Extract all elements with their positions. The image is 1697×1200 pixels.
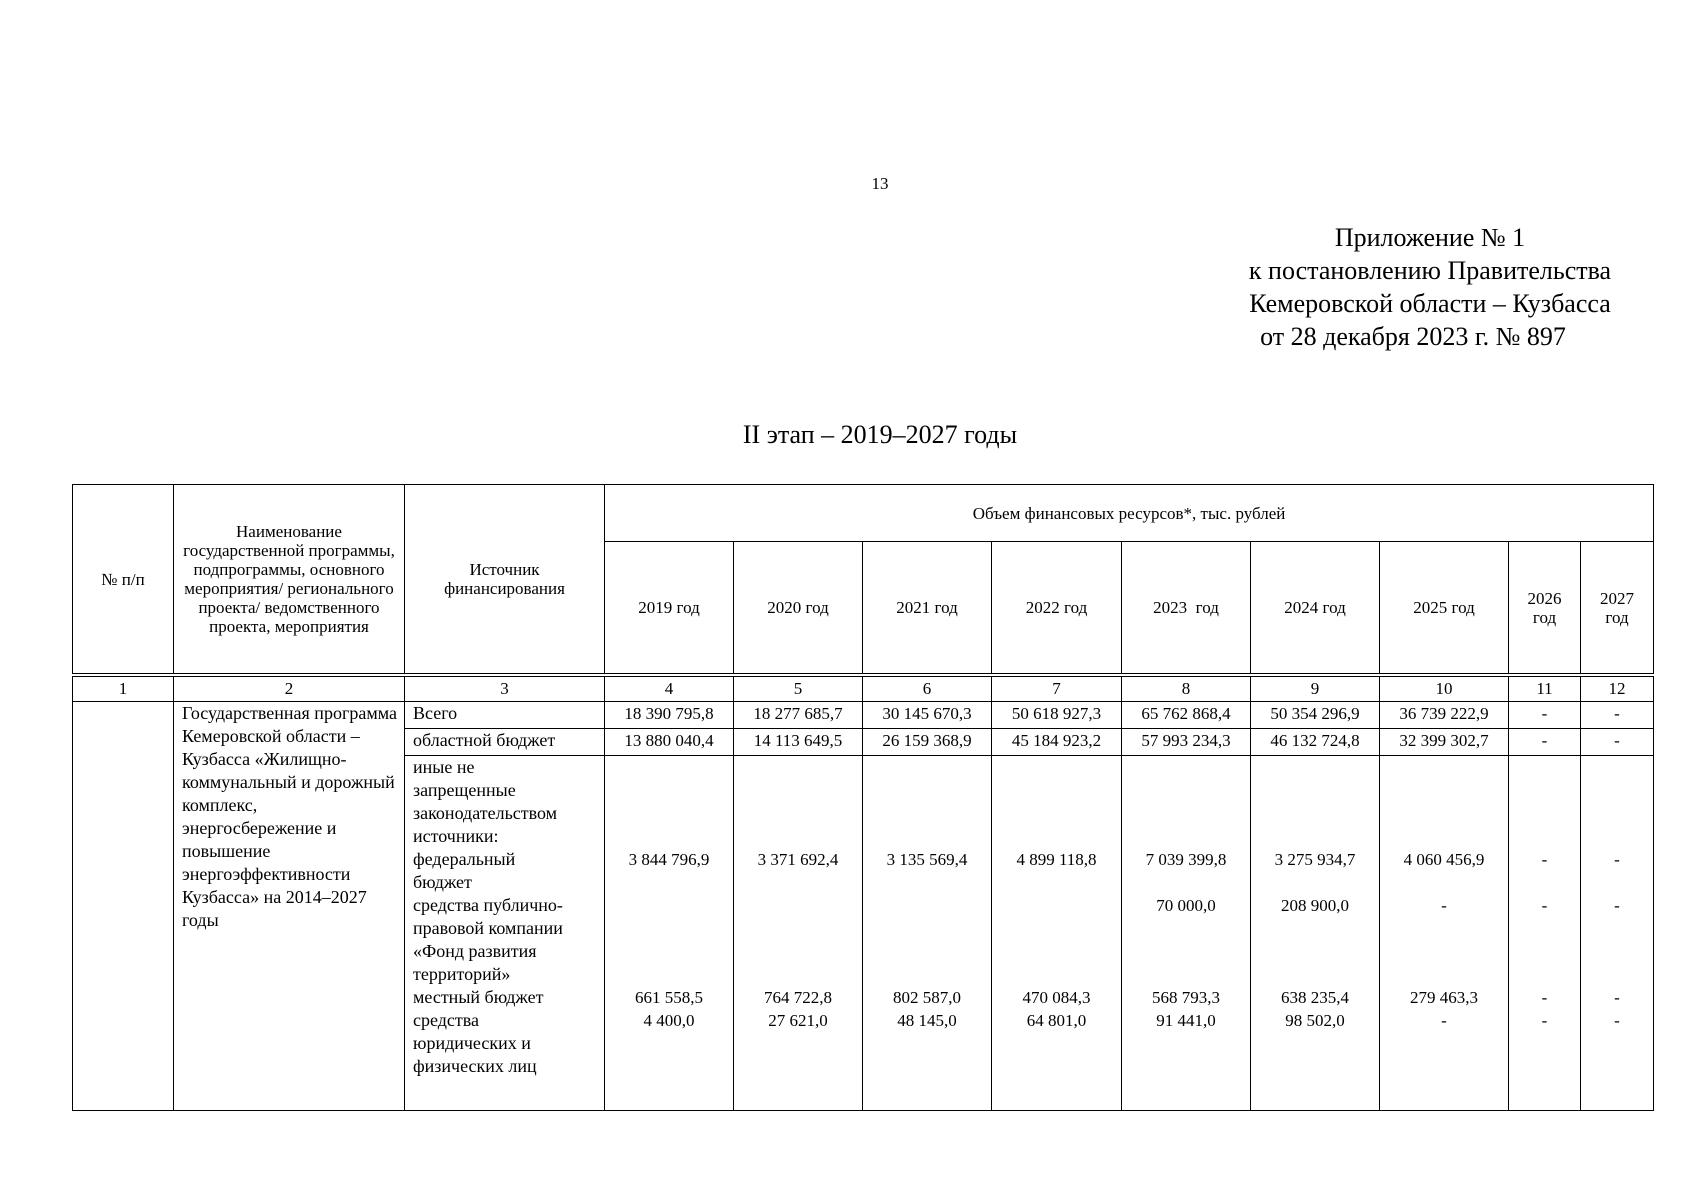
column-number: 2: [174, 677, 405, 702]
fund-value: -: [1441, 896, 1447, 915]
local-value: -: [1541, 988, 1548, 1007]
federal-value: -: [1614, 850, 1620, 869]
value-cell: 36 739 222,9: [1380, 702, 1509, 729]
other-values-column: [1509, 756, 1581, 1111]
source-line: правовой компании: [413, 918, 563, 938]
data-table: [72, 676, 1654, 1111]
header-year: 2026 год: [1509, 542, 1581, 674]
column-number: 12: [1581, 677, 1654, 702]
fund-value: 208 900,0: [1281, 896, 1349, 915]
value-cell: 57 993 234,3: [1122, 729, 1251, 756]
other-values-column: [605, 756, 734, 1111]
table-header: [72, 484, 1654, 674]
value-cell: 65 762 868,4: [1122, 702, 1251, 729]
legal-value: -: [1541, 1011, 1548, 1030]
header-col-source: Источник финансирования: [405, 485, 605, 674]
source-line: территорий»: [413, 964, 511, 984]
appendix-line: от 28 декабря 2023 г. № 897: [1260, 322, 1566, 351]
value-cell: 26 159 368,9: [863, 729, 992, 756]
source-line: юридических и: [413, 1033, 531, 1053]
local-value: -: [1614, 988, 1620, 1007]
appendix-line: Приложение № 1: [1334, 223, 1526, 252]
header-col-name: Наименование государственной программы, подпрограммы, основного мероприятия/ регионального проекта/ ведомственного проекта, мероприятия: [174, 485, 405, 674]
value-cell: -: [1509, 702, 1581, 729]
local-value: 470 084,3: [1022, 988, 1091, 1007]
page-number: 13: [871, 174, 889, 193]
local-value: 279 463,3: [1410, 988, 1478, 1007]
federal-value: 3 371 692,4: [757, 850, 839, 869]
header-year: 2023 год: [1122, 542, 1251, 674]
header-year: 2022 год: [992, 542, 1122, 674]
fund-value: [607, 894, 731, 917]
value-cell: 18 390 795,8: [605, 702, 734, 729]
source-line: местный бюджет: [413, 987, 544, 1007]
value-cell: 45 184 923,2: [992, 729, 1122, 756]
header-year: 2025 год: [1380, 542, 1509, 674]
federal-value: 4 899 118,8: [1016, 850, 1097, 869]
source-line: источники:: [413, 826, 499, 846]
legal-value: 98 502,0: [1285, 1011, 1345, 1030]
appendix-block: [1180, 221, 1680, 353]
federal-value: 4 060 456,9: [1403, 850, 1485, 869]
other-values-column: [734, 756, 863, 1111]
source-label-other: [405, 756, 605, 1111]
row-number-cell: [73, 702, 174, 1111]
value-cell: -: [1581, 729, 1654, 756]
column-number: 6: [863, 677, 992, 702]
federal-value: 3 844 796,9: [628, 850, 710, 869]
value-cell: -: [1581, 702, 1654, 729]
value-cell: 30 145 670,3: [863, 702, 992, 729]
header-year: 2019 год: [605, 542, 734, 674]
column-number: 7: [992, 677, 1122, 702]
header-finance-group: Объем финансовых ресурсов*, тыс. рублей: [605, 485, 1654, 542]
local-value: 764 722,8: [764, 988, 832, 1007]
source-label: Всего: [405, 702, 605, 729]
other-values-column: [1380, 756, 1509, 1111]
local-value: 638 235,4: [1281, 988, 1349, 1007]
source-line: федеральный: [413, 849, 516, 869]
local-value: 568 793,3: [1152, 988, 1220, 1007]
column-number: 4: [605, 677, 734, 702]
source-line: бюджет: [413, 872, 472, 892]
legal-value: -: [1614, 1011, 1620, 1030]
column-number: 8: [1122, 677, 1251, 702]
source-line: законодательством: [413, 803, 558, 823]
column-number: 1: [73, 677, 174, 702]
header-year: 2020 год: [734, 542, 863, 674]
column-number: 9: [1251, 677, 1380, 702]
federal-value: -: [1541, 850, 1548, 869]
other-values-column: [1122, 756, 1251, 1111]
header-year: 2021 год: [863, 542, 992, 674]
fund-value: -: [1541, 896, 1548, 915]
column-number: 5: [734, 677, 863, 702]
header-year: 2027 год: [1581, 542, 1654, 674]
program-name: Государственная программа Кемеровской области – Кузбасса «Жилищно-коммунальный и дорожный комплекс, энергосбережение и повышение энергоэффективности Кузбасса» на 2014–2027 годы: [174, 702, 405, 1111]
source-line: средства публично-: [413, 895, 563, 915]
value-cell: 32 399 302,7: [1380, 729, 1509, 756]
legal-value: 48 145,0: [897, 1011, 957, 1030]
federal-value: 3 275 934,7: [1274, 850, 1356, 869]
table-row-total: [73, 702, 1654, 729]
fund-value: [994, 894, 1119, 917]
column-number: 10: [1380, 677, 1509, 702]
other-values-column: [1251, 756, 1380, 1111]
column-number: 11: [1509, 677, 1581, 702]
column-numbers-row: [73, 677, 1654, 702]
source-line: «Фонд развития: [413, 941, 537, 961]
value-cell: 46 132 724,8: [1251, 729, 1380, 756]
legal-value: -: [1441, 1011, 1447, 1030]
other-values-column: [992, 756, 1122, 1111]
legal-value: 4 400,0: [643, 1011, 695, 1030]
legal-value: 64 801,0: [1026, 1011, 1087, 1030]
value-cell: 13 880 040,4: [605, 729, 734, 756]
appendix-line: Кемеровской области – Кузбасса: [1249, 289, 1611, 318]
legal-value: 91 441,0: [1156, 1011, 1216, 1030]
value-cell: 50 354 296,9: [1251, 702, 1380, 729]
federal-value: 3 135 569,4: [886, 850, 968, 869]
value-cell: 18 277 685,7: [734, 702, 863, 729]
fund-value: [736, 894, 860, 917]
local-value: 661 558,5: [635, 988, 703, 1007]
value-cell: 50 618 927,3: [992, 702, 1122, 729]
column-number: 3: [405, 677, 605, 702]
value-cell: 14 113 649,5: [734, 729, 863, 756]
header-col-no: № п/п: [73, 485, 174, 674]
header-year: 2024 год: [1251, 542, 1380, 674]
stage-title: II этап – 2019–2027 годы: [742, 420, 1018, 449]
source-line: средства: [413, 1010, 480, 1030]
legal-value: 27 621,0: [768, 1011, 828, 1030]
source-line: запрещенные: [413, 780, 516, 800]
source-line: физических лиц: [413, 1056, 537, 1076]
fund-value: -: [1614, 896, 1620, 915]
federal-value: 7 039 399,8: [1145, 850, 1227, 869]
other-values-column: [1581, 756, 1654, 1111]
fund-value: [865, 894, 989, 917]
local-value: 802 587,0: [893, 988, 961, 1007]
other-values-column: [863, 756, 992, 1111]
fund-value: 70 000,0: [1156, 896, 1216, 915]
source-line: иные не: [413, 757, 475, 777]
appendix-line: к постановлению Правительства: [1248, 256, 1612, 285]
source-label: областной бюджет: [405, 729, 605, 756]
value-cell: -: [1509, 729, 1581, 756]
